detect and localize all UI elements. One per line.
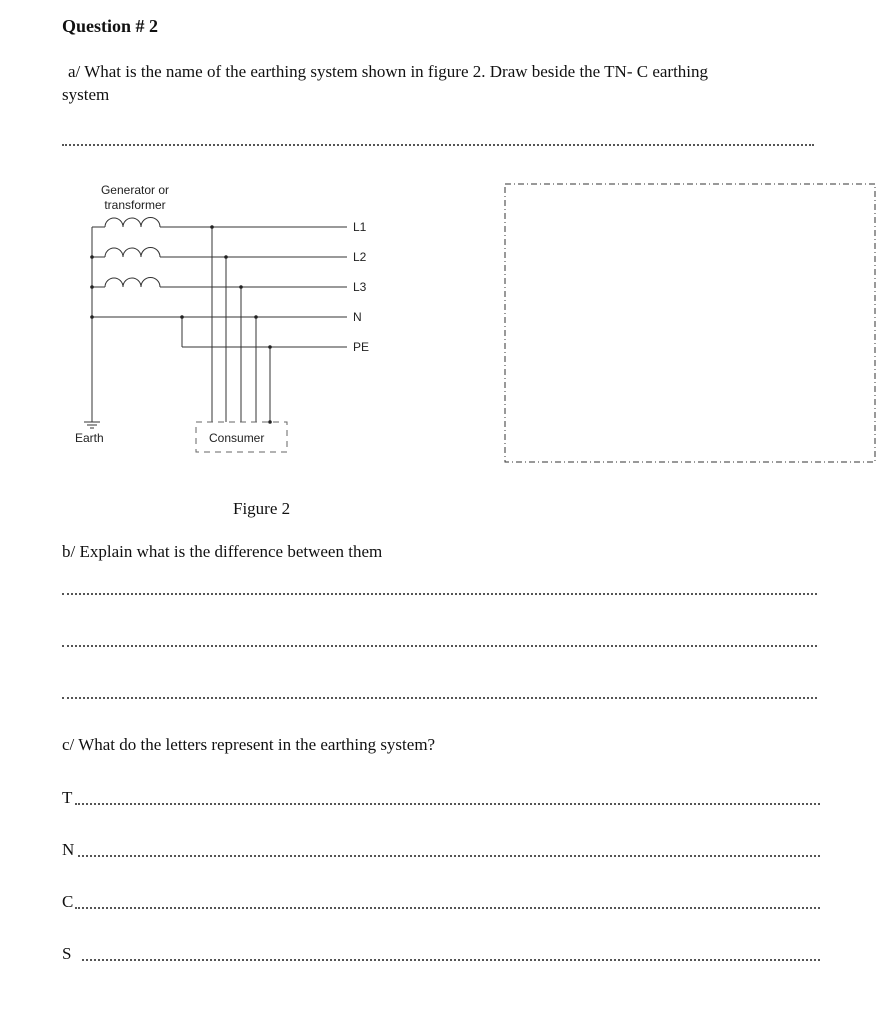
source-label-1: Generator or bbox=[100, 183, 170, 197]
drawing-box[interactable] bbox=[505, 184, 875, 462]
letter-t: T bbox=[62, 788, 73, 807]
source-label-2: transformer bbox=[104, 198, 166, 212]
answer-line-t[interactable] bbox=[75, 803, 820, 805]
question-b: b/ Explain what is the difference between them bbox=[62, 542, 383, 561]
tn-earthing-diagram bbox=[0, 0, 890, 480]
question-a-line1: a/ What is the name of the earthing system shown in figure 2. Draw beside the TN- C earthing bbox=[68, 62, 709, 81]
consumer-label: Consumer bbox=[209, 431, 265, 445]
answer-line-s[interactable] bbox=[82, 959, 820, 961]
answer-line-b2[interactable] bbox=[62, 645, 817, 647]
line-label-l3: L3 bbox=[353, 280, 367, 294]
letter-s: S bbox=[62, 944, 72, 963]
answer-line-n[interactable] bbox=[78, 855, 820, 857]
letter-n: N bbox=[62, 840, 75, 859]
line-label-n: N bbox=[353, 310, 362, 324]
answer-line-b1[interactable] bbox=[62, 593, 817, 595]
question-a-line2: system bbox=[62, 85, 110, 104]
line-label-l2: L2 bbox=[353, 250, 367, 264]
answer-line-c[interactable] bbox=[75, 907, 820, 909]
letter-c: C bbox=[62, 892, 74, 911]
earth-label: Earth bbox=[75, 431, 104, 445]
question-title: Question # 2 bbox=[62, 16, 159, 36]
question-c: c/ What do the letters represent in the earthing system? bbox=[62, 735, 436, 754]
figure-caption: Figure 2 bbox=[233, 499, 291, 518]
line-label-l1: L1 bbox=[353, 220, 367, 234]
answer-line-b3[interactable] bbox=[62, 697, 817, 699]
line-label-pe: PE bbox=[353, 340, 370, 354]
wires bbox=[84, 218, 347, 453]
